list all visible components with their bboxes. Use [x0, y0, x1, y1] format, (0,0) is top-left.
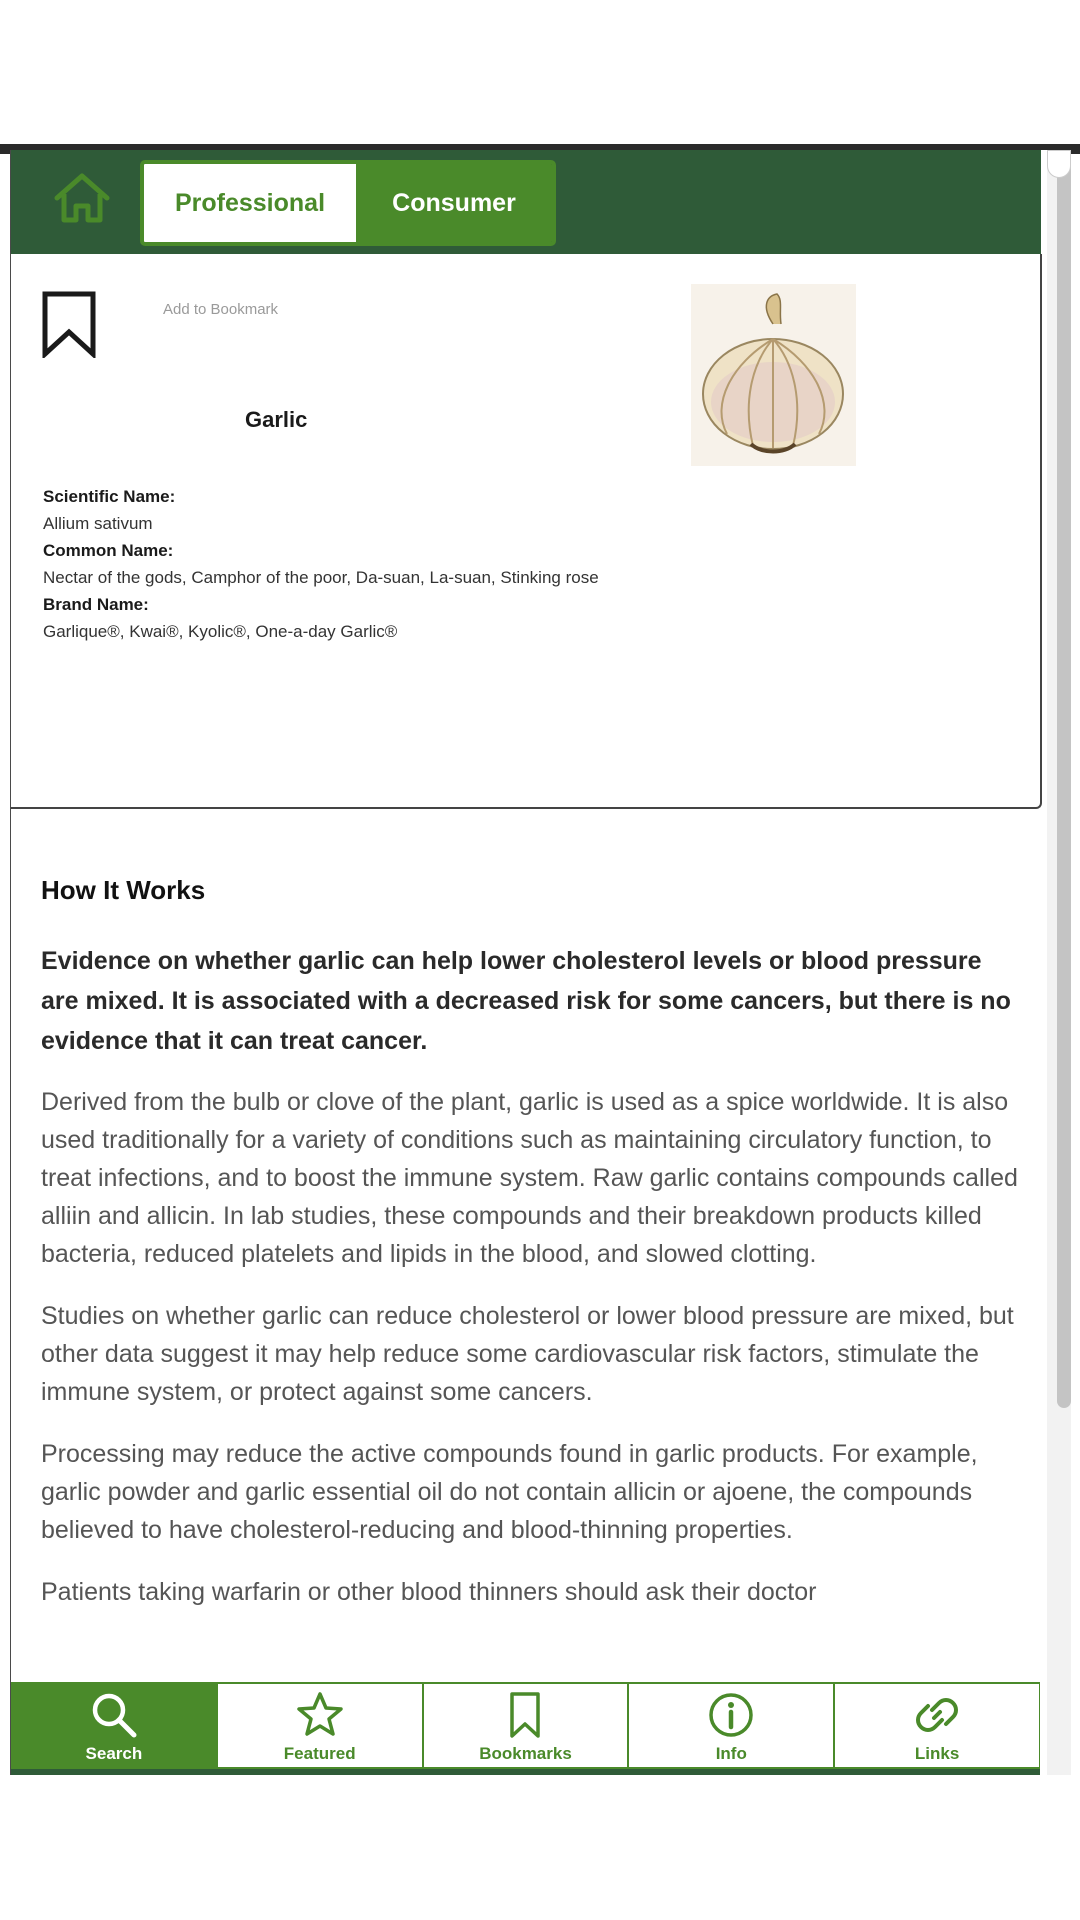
- bottom-nav: [11, 1682, 1040, 1775]
- nav-links[interactable]: [834, 1682, 1040, 1769]
- paragraph: Patients taking warfarin or other blood thinners should ask their doctor: [41, 1578, 817, 1606]
- garlic-bulb-illustration: [691, 284, 856, 466]
- nav-featured[interactable]: [217, 1682, 423, 1769]
- summary-text: Evidence on whether garlic can help lower cholesterol levels or blood pressure are mixed. It is associated with a decreased risk for some cancers, but there is no evidence that it can treat cancer.: [41, 947, 1011, 1055]
- nav-featured-label: Featured: [283, 1744, 356, 1763]
- brand-name-label: Brand Name:: [43, 595, 149, 614]
- nav-bookmarks-label: Bookmarks: [479, 1744, 572, 1763]
- nav-search[interactable]: [11, 1682, 217, 1769]
- app-header: [11, 150, 1041, 254]
- scientific-name-label: Scientific Name:: [43, 487, 176, 506]
- common-name-value: Nectar of the gods, Camphor of the poor, Da-suan, La-suan, Stinking rose: [43, 568, 599, 587]
- nav-links-label: Links: [914, 1744, 960, 1763]
- bookmark-button[interactable]: [41, 290, 97, 358]
- nav-search-label: Search: [85, 1744, 143, 1763]
- nav-bookmarks[interactable]: [423, 1682, 629, 1769]
- paragraph: Derived from the bulb or clove of the plant, garlic is used as a spice worldwide. It is also used traditionally for a variety of conditions such as maintaining circulatory function, to treat infections, and to boost the immune system. Raw garlic contains compounds called alliin and allicin. In lab studies, these compounds and their breakdown products killed bacteria, reduced platelets and lipids in the blood, and slowed clotting.: [41, 1088, 1018, 1268]
- section-title: How It Works: [41, 875, 206, 905]
- herb-info-block: [43, 484, 943, 646]
- scrollbar-thumb[interactable]: [1057, 154, 1071, 1408]
- scientific-name-value: Allium sativum: [43, 514, 153, 533]
- common-name-label: Common Name:: [43, 541, 174, 560]
- herb-title: Garlic: [245, 407, 308, 432]
- consumer-tab[interactable]: Consumer: [356, 164, 552, 242]
- herb-summary-card: [11, 254, 1042, 809]
- nav-info-label: Info: [715, 1744, 747, 1763]
- bookmark-outline-icon: [41, 290, 97, 358]
- link-icon: [912, 1690, 962, 1740]
- add-to-bookmark-link[interactable]: Add to Bookmark: [163, 301, 279, 318]
- paragraph: Studies on whether garlic can reduce cholesterol or lower blood pressure are mixed, but other data suggest it may help reduce some cardiovascular risk factors, stimulate the immune system, or protect against some cancers.: [41, 1302, 1014, 1406]
- app-frame: [10, 150, 1071, 1775]
- home-icon: [51, 170, 113, 226]
- paragraph: Processing may reduce the active compounds found in garlic products. For example, garlic powder and garlic essential oil do not contain allicin or ajoene, the compounds believed to have cholesterol-reducing and blood-thinning properties.: [41, 1440, 978, 1544]
- bookmark-icon: [500, 1690, 550, 1740]
- herb-image: [691, 284, 856, 466]
- star-icon: [295, 1690, 345, 1740]
- info-icon: [706, 1690, 756, 1740]
- home-button[interactable]: [51, 170, 113, 226]
- search-icon: [89, 1690, 139, 1740]
- audience-toggle: [140, 160, 556, 246]
- professional-tab[interactable]: Professional: [144, 164, 356, 242]
- scrollbar-cap: [1047, 150, 1071, 178]
- nav-info[interactable]: [628, 1682, 834, 1769]
- how-it-works-section: [41, 875, 1021, 1635]
- brand-name-value: Garlique®, Kwai®, Kyolic®, One-a-day Garlic®: [43, 622, 398, 641]
